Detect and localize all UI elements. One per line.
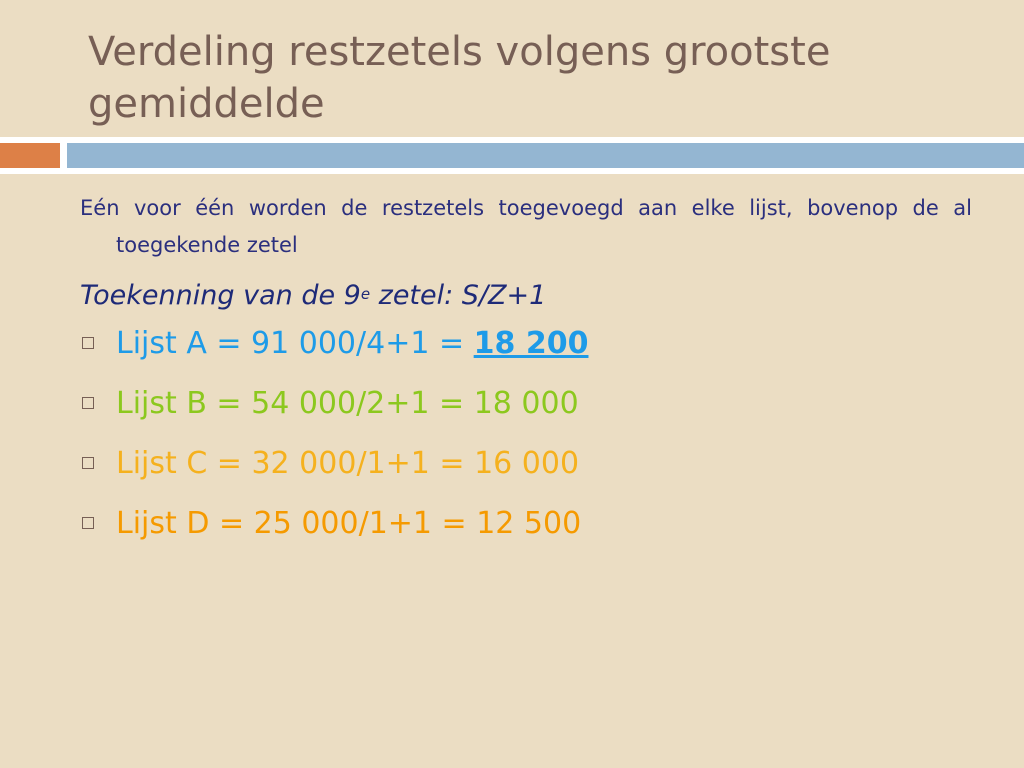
hollow-square-bullet-icon — [82, 397, 94, 409]
intro-text: Eén voor één worden de restzetels toegevoegd aan elke lijst, bovenop de al toegekende zetel — [80, 196, 972, 257]
hollow-square-bullet-icon — [82, 457, 94, 469]
formula-line — [80, 276, 972, 316]
lijst-c-calculation: Lijst C = 32 000/1+1 = 16 000 — [116, 446, 580, 481]
seat-list — [80, 324, 972, 544]
lijst-d-calculation: Lijst D = 25 000/1+1 = 12 500 — [116, 506, 582, 541]
formula-suffix: zetel: S/Z+1 — [370, 280, 547, 311]
list-item-lijst-a — [80, 324, 972, 364]
list-item-lijst-d — [80, 504, 972, 544]
slide-content — [80, 190, 972, 564]
hollow-square-bullet-icon — [82, 337, 94, 349]
accent-bar-blue — [67, 143, 1024, 168]
lijst-b-calculation: Lijst B = 54 000/2+1 = 18 000 — [116, 386, 579, 421]
list-item-lijst-c — [80, 444, 972, 484]
lijst-a-result: 18 200 — [473, 326, 589, 361]
lijst-a-calculation: Lijst A = 91 000/4+1 = — [116, 326, 474, 361]
formula-superscript: e — [360, 285, 371, 303]
list-item-lijst-b — [80, 384, 972, 424]
slide-title: Verdeling restzetels volgens grootste gemiddelde — [88, 29, 831, 127]
hollow-square-bullet-icon — [82, 517, 94, 529]
formula-prefix: Toekenning van de 9 — [80, 280, 361, 311]
accent-bar-orange — [0, 143, 60, 168]
